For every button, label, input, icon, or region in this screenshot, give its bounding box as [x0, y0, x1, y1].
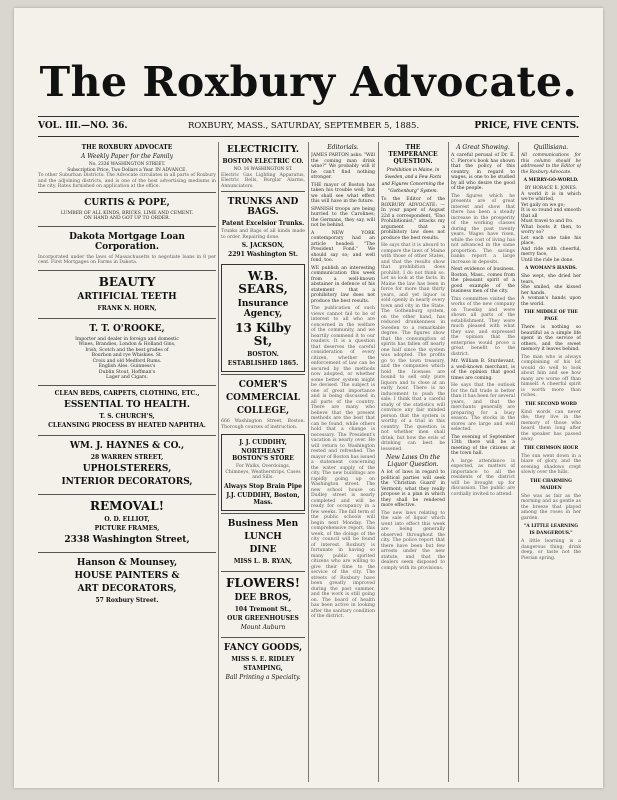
removal-title: REMOVAL!	[89, 498, 165, 513]
sears-established: ESTABLISHED 1865.	[227, 360, 299, 367]
orooke-line-3: Irish, Scotch and the best grades of	[85, 347, 169, 353]
new-laws-head: New Laws On the Liquor Question.	[385, 454, 441, 468]
dee-address: 104 Tremont St.,	[234, 605, 292, 613]
editorial-para-4: A NEW YORK contemporary had an article headed: "The President Fond." We should say so; and well fond, too.	[311, 230, 375, 263]
flowers-title: FLOWERS!	[226, 575, 300, 590]
elliot-address: 2338 Washington Street,	[64, 534, 190, 545]
curtis-line-1: LUMBER OF ALL KINDS, BRICKS, LIME AND CEMENT.	[60, 210, 194, 216]
dakota-ad: Dakota Mortgage Loan Corporation. Incorporated under the laws of Massachusetts to negotiate loans in 8 per cent. First Mortgages on Farms in Dakota.	[38, 226, 216, 268]
interior-title: INTERIOR DECORATORS,	[61, 476, 193, 487]
editorials-head: Editorials.	[327, 144, 359, 151]
elliot-ad	[38, 494, 216, 550]
section-second-word: THE SECOND WORD	[525, 401, 577, 407]
great-para-4: The evening of September 13th there will be a meeting of the citizens at the town hall.	[451, 434, 515, 456]
upholsterers-title: UPHOLSTERERS,	[82, 463, 172, 474]
orooke-line-7: Dublin Stout, Hoffman's	[98, 369, 156, 375]
haynes-address: 28 WARREN STREET,	[90, 453, 164, 461]
beauty-title: BEAUTY	[98, 274, 156, 289]
windows-title: Always Stop Brain Pipe	[224, 482, 302, 490]
dentist-name: FRANK N. HORN,	[97, 304, 157, 312]
stamping-title: STAMPING,	[243, 664, 283, 672]
poem-1-line-7: And ride with cheerful, merry face,	[521, 246, 581, 257]
patent-title: Patent Excelsior Trunks.	[221, 220, 305, 227]
sears-ad	[221, 264, 305, 372]
comer-name: COMER'S	[238, 380, 288, 390]
poem-1-line-1: A world it is in which we're whirled,	[521, 191, 581, 202]
column-divider-3	[378, 142, 379, 782]
paper-office: No. 2336 WASHINGTON STREET.	[88, 162, 166, 167]
column-divider-5	[518, 142, 519, 782]
section-middle: THE MIDDLE OF THE PAGE	[523, 310, 578, 322]
poem-1-title: A MERRY-GO-WORLD.	[523, 178, 579, 183]
column-4: THE TEMPERANCE QUESTION. Prohibition in Maine, in Sweden, and a Few Facts and Figures Concerning the "Gothenburg" System. To the Editor of the ROXBURY ADVOCATE: — In your paper of August 22d a correspondent, "Eno Prohibitionist," attacks my argument that a prohibitory law does not produce the best results. He says that it is absurd to compare the laws of Maine with those of other States, and that the results show that prohibition does prohibit. I do not think so. Let us look at the facts. In Maine the law has been in force for more than thirty years, and yet liquor is sold openly in nearly every town and city in the State. The Gothenburg system, on the other hand, has reduced drunkenness in Sweden to a remarkable degree. The figures show that the consumption of spirits has fallen off nearly one half since the system was adopted. The profits go to the town treasury, and the companies which hold the licenses are bound to sell only pure liquors and to close at an early hour. There is no inducement to push the sale. I think that a careful study of the statistics will convince any fair minded person that the system is worthy of a trial in this country. The question is not whether men shall drink, but how the evils of drinking can best be lessened. New Laws On the Liquor Question. A lot of laws in regard to political parties will seek the 'Christian Guard' in Vermont; what they really propose is a plan in which they shall be rendered more effective. The new laws relating to the sale of liquor which went into effect this week are being generally observed throughout the city. The police report that there have been but few arrests under the new statute, and that the dealers seem disposed to comply with its provisions.	[381, 144, 445, 571]
issue-price: PRICE, FIVE CENTS.	[474, 121, 579, 131]
quillisiana-note: All communications for this column should be addressed to the Editor of the Roxbury Advocate.	[521, 153, 581, 175]
orooke-line-2: Wines, Brandies, London & Holland Gins,	[78, 342, 176, 347]
poem-2-line-3: A woman's hands upon the world.	[521, 296, 581, 307]
hanson-ad	[38, 552, 216, 608]
editorial-para-2: THE mayor of Boston has taken his trouble well; but we shall see what effect this will have in the future.	[311, 182, 375, 204]
column-divider-1	[218, 142, 219, 782]
house-painters: HOUSE PAINTERS &	[74, 570, 180, 581]
comer-ad: COMER'S COMMERCIAL COLLEGE, 666 Washington Street, Boston. Thorough courses of instruction.	[221, 374, 305, 432]
orooke-ad	[38, 318, 216, 383]
ridley-name: MISS S. E. RIDLEY	[231, 655, 295, 663]
curtis-line-2: ON HAND AND GOT UP TO ORDER.	[83, 216, 171, 221]
electricity-title: ELECTRICITY.	[226, 145, 300, 155]
masthead-rule-top	[38, 116, 579, 117]
fancy-title: FANCY GOODS,	[223, 642, 303, 653]
editorial-para-1: JAMES PARTON asks: "Will the coming man drink wine?" We probably will if he can't find nothing stronger.	[311, 153, 375, 180]
dine-title: DINE	[249, 544, 277, 555]
cleansing-title: CLEANSING PROCESS BY HEATED NAPHTHA.	[48, 421, 206, 429]
poem-2-line-2: She smiled, she kissed her hands.	[521, 285, 581, 296]
paper-tagline: A Weekly Paper for the Family	[81, 153, 173, 160]
poem-1-line-4: Must travel to and fro.	[521, 219, 574, 224]
orooke-line-4: Bourbon and rye Whiskies. St.	[91, 353, 163, 358]
poem-2-line-1: She wept, she dried her tears,	[521, 274, 581, 285]
dee-name: DEE BROS,	[234, 592, 292, 603]
volume-number: VOL. III.—NO. 36.	[38, 121, 128, 131]
business-title: Business Men	[227, 518, 299, 529]
boston-electric-name: BOSTON ELECTRIC CO.	[222, 158, 304, 165]
column-1	[38, 142, 216, 782]
masthead-rule-bottom	[38, 136, 579, 137]
column-2: ELECTRICITY. BOSTON ELECTRIC CO. NO. 16 WASHINGTON ST. Electric Gas Lighting Apparatus, Electric Bells, Burglar Alarms, Annunciators. TRUNKS AND BAGS. Patent Excelsior Trunks. Trunks and Bags of all kinds made to order. Repairing done. S. JACKSON, 2291 Washington St. W.B. SEARS, Insurance Agency, 13 Kilby St, BOSTON. ESTABLISHED 1865. COMER'S COMMERCIAL COLLEGE, 666 Washington Street, Boston. Thorough courses of instruction. J. J. CUDDIHY, NORTHEAST BOSTON'S STORE For Walks, Overdoings, Chimneys, Weatherstrips, Cases and Sills. Always Stop Brain Pipe J.J. CUDDIHY, Boston, Mass. Business Men LUNCH DINE MISS L. B. RYAN, FLOWERS! DEE BROS, 104 Tremont St., OUR GREENHOUSES Mount Auburn FANCY GOODS, MISS S. E. RIDLEY STAMPING, Ball Printing a Specialty.	[221, 142, 305, 782]
mount-auburn: Mount Auburn	[240, 623, 286, 631]
masthead-title: The Roxbury Advocate.	[39, 58, 578, 106]
elliot-name: O. D. ELLIOT,	[104, 515, 150, 523]
poem-1-line-3: It is so round and smooth that all	[521, 208, 581, 219]
jackson-address: 2291 Washington St.	[228, 251, 298, 258]
sears-name: W.B. SEARS,	[238, 269, 288, 296]
art-decorators: ART DECORATORS,	[77, 583, 177, 594]
church-name: T. S. CHURCH'S,	[99, 412, 155, 420]
quillisiana-head: Quillisiana.	[533, 144, 569, 151]
lunch-title: LUNCH	[244, 531, 282, 542]
column-6: Quillisiana. All communications for this column should be addressed to the Editor of the Roxbury Advocate. A MERRY-GO-WORLD. BY HORACE E. JONES. A world it is in which we're whirled, Yet gaily on we go; It is so round and smooth that all Must travel to and fro. What boots it then, to worry so? Let each one take his place, And ride with cheerful, merry face, Until the ride be done. A WOMAN'S HANDS. She wept, she dried her tears, She smiled, she kissed her hands. A woman's hands upon the world. THE MIDDLE OF THE PAGE There is nothing so beautiful as a simple life spent in the service of others, and the sweet memory it leaves behind. The man who is always complaining of his lot would do well to look about him and see how many are worse off than himself. A cheerful spirit is worth more than riches. THE SECOND WORD Kind words can never die; they live in the memory of those who heard them long after the speaker has passed away. THE CRIMSON HOUR The sun went down in a blaze of glory, and the evening shadows crept slowly over the hills. THE CHARMING MAIDEN She was as fair as the morning and as gentle as the breeze that played among the roses in her garden. "A LITTLE LEARNING IS DANGEROUS." A little learning is a dangerous thing; drink deep, or taste not the Pierian spring.	[521, 144, 581, 561]
beauty-ad	[38, 270, 216, 316]
temperance-subhead: Prohibition in Maine, in Sweden, and a Few Facts and Figures Concerning the "Gothenburg" System.	[381, 168, 445, 194]
orooke-line-5: Croix and old Medford Rums.	[92, 358, 162, 364]
poem-1-line-8: Until the ride be done.	[521, 257, 574, 263]
trunks-title: TRUNKS AND BAGS.	[227, 197, 299, 217]
comer-commercial: COMMERCIAL	[226, 393, 300, 403]
haynes-name: WM. J. HAYNES & CO.,	[69, 440, 185, 451]
sears-insurance: Insurance Agency,	[237, 299, 289, 319]
frames-title: PICTURE FRAMES,	[94, 524, 160, 532]
comer-college: COLLEGE,	[236, 406, 290, 416]
orooke-line-8: Lager and Cigars.	[106, 375, 148, 380]
new-laws-para: A lot of laws in regard to political parties will seek the 'Christian Guard' in Vermont; what they really propose is a plan in which they shall be rendered more effective.	[381, 470, 445, 508]
orooke-name: T. T. O'ROOKE,	[89, 323, 165, 334]
great-showing-head: A Great Showing.	[456, 144, 510, 151]
column-divider-4	[448, 142, 449, 782]
temperance-para-1: To the Editor of the ROXBURY ADVOCATE: — In your paper of August 22d a correspondent, "Eno Prohibitionist," attacks my argument that a prohibitory law does not produce the best results.	[381, 197, 445, 241]
church-ad	[38, 385, 216, 433]
business-ad	[221, 513, 305, 569]
trunks-ad: TRUNKS AND BAGS. Patent Excelsior Trunks. Trunks and Bags of all kinds made to order. Repairing done. S. JACKSON, 2291 Washington St.	[221, 191, 305, 262]
column-3: Editorials. JAMES PARTON asks: "Will the coming man drink wine?" We probably will if he can't find nothing stronger. THE mayor of Boston has taken his trouble well; but we shall see what effect this will have in the future. SPANISH troops are being hurried to the Carolines; the Germans, they say, will not be behind. A NEW YORK contemporary had an article headed: "The President Fond." We should say so; and well fond, too. WE publish an interesting communication this week from a well-known abstainer in defence of his statement that a prohibitory law does not produce the best results. The publication of such views cannot fail to be of interest to all who are concerned in the welfare of the community, and we heartily commend it to our readers. It is a question that deserves the careful consideration of every citizen, whether the enforcement of law can be secured by the methods now adopted, or whether some better system might be devised. The subject is one of great importance and is being discussed in all parts of the country. There are many who believe that the present methods are the best that can be found, while others hold that a change is necessary. The President's vacation is nearly over. He will return to Washington rested and refreshed. The mayor of Boston has issued a statement concerning the water supply of the city. The new buildings are rapidly going up on Washington street. The new school house on Dudley street is nearly completed and will be ready for occupancy in a few weeks. The fall term of the public schools will begin next Monday. The comprehensive report, this week, of the doings of the city council will be found of interest. Roxbury is fortunate in having so many public spirited citizens who are willing to give their time to the service of the city. The streets of Roxbury have been greatly improved during the past summer, and the work is still going on. The board of health has been active in looking after the sanitary condition of the district.	[311, 144, 375, 619]
closing-quote: "A LITTLE LEARNING IS DANGEROUS."	[523, 524, 579, 536]
column-divider-2	[308, 142, 309, 782]
teeth-title: ARTIFICIAL TEETH	[77, 291, 177, 302]
orooke-line-1: Importer and dealer in foreign and domestic	[75, 336, 179, 342]
ryan-name: MISS L. B. RYAN,	[233, 557, 293, 565]
issue-date: ROXBURY, MASS., SATURDAY, SEPTEMBER 5, 1885.	[188, 121, 420, 131]
haynes-ad	[38, 435, 216, 492]
poem-1-line-6: Let each one take his place,	[521, 235, 581, 246]
flowers-ad	[221, 571, 305, 635]
hanson-name: Hanson & Mounsey,	[76, 557, 178, 568]
section-middle-text: There is nothing so beautiful as a simple life spent in the service of others, and the sweet memory it leaves behind.	[521, 325, 581, 352]
northeast-title: NORTHEAST BOSTON'S STORE	[232, 448, 294, 462]
orooke-line-6: English Ales. Guinness's	[98, 364, 156, 369]
dateline	[38, 121, 579, 135]
dakota-name: Dakota Mortgage Loan Corporation.	[69, 231, 185, 252]
paper-name: THE ROXBURY ADVOCATE	[81, 144, 173, 151]
poem-1-line-2: Yet gaily on we go;	[521, 202, 565, 208]
great-para-1: A careful perusal of Dr. E. C. Pierce's book has shown that the policy of this country, in regard to wages, is one to be studied by all who desire the good of the people.	[451, 153, 515, 191]
carpets-title: CLEAN BEDS, CARPETS, CLOTHING, ETC.,	[54, 389, 200, 397]
fancy-ad	[221, 637, 305, 685]
cuddihy-address: J.J. CUDDIHY, Boston, Mass.	[226, 491, 300, 506]
poem-2-title: A WOMAN'S HANDS.	[525, 266, 577, 271]
boston-electric-address: NO. 16 WASHINGTON ST.	[233, 167, 293, 172]
essential-title: ESSENTIAL TO HEALTH.	[63, 399, 191, 410]
greenhouses-title: OUR GREENHOUSES	[227, 614, 299, 622]
poem-1-author: BY HORACE E. JONES.	[525, 186, 577, 191]
section-crimson-hour: THE CRIMSON HOUR	[523, 445, 579, 451]
column-5: A Great Showing. A careful perusal of Dr. E. C. Pierce's book has shown that the policy of this country, in regard to wages, is one to be studied by all who desire the good of the people. The figures which he presents are of great interest and show that there has been a steady increase in the prosperity of the working classes during the past twenty years. Wages have risen, while the cost of living has not advanced in the same proportion. The savings banks report a large increase in deposits. Next evidence of business, Boston, Mass., comes from the pleasant spirit of a good example of the business men of the city. This committee visited the works of the new company on Tuesday and were shown all parts of the establishment. They were much pleased with what they saw, and expressed the opinion that the enterprise would prove a great benefit to the district. Mr. William B. Sturdevant, a well-known merchant, is of the opinion that good times are coming. He says that the outlook for the fall trade is better than it has been for several years, and that the merchants generally are preparing for a busy season. The stocks in the stores are large and well selected. The evening of September 13th there will be a meeting of the citizens at the town hall. A large attendance is expected, as matters of importance to all the residents of the district will be brought up for discussion. The public are cordially invited to attend.	[451, 144, 515, 497]
sears-address: 13 Kilby St,	[235, 321, 291, 348]
section-charming-maiden: THE CHARMING MAIDEN	[530, 478, 572, 491]
newspaper-page	[14, 8, 603, 788]
editorial-para-3: SPANISH troops are being hurried to the Carolines; the Germans, they say, will not be behind.	[311, 206, 375, 228]
cuddihy-name: J. J. CUDDIHY,	[239, 439, 287, 446]
paper-terms: Subscription Price, Two Dollars a Year. IN ADVANCE.	[67, 167, 187, 173]
sears-city: BOSTON.	[247, 351, 279, 358]
jackson-name: S. JACKSON,	[241, 242, 285, 249]
printing-title: Ball Printing a Specialty.	[225, 673, 301, 681]
curtis-name: CURTIS & POPE,	[84, 197, 170, 208]
great-para-2: Next evidence of business, Boston, Mass., comes from the pleasant spirit of a good example of the business men of the city.	[451, 267, 515, 294]
cuddihy-ad: J. J. CUDDIHY, NORTHEAST BOSTON'S STORE For Walks, Overdoings, Chimneys, Weatherstrips, Cases and Sills. Always Stop Brain Pipe J.J. CUDDIHY, Boston, Mass.	[221, 434, 305, 511]
hanson-address: 57 Roxbury Street.	[95, 596, 159, 604]
temperance-head: THE TEMPERANCE QUESTION.	[388, 144, 438, 165]
editorial-para-5: WE publish an interesting communication this week from a well-known abstainer in defence of his statement that a prohibitory law does not produce the best results.	[311, 265, 375, 304]
great-para-3: Mr. William B. Sturdevant, a well-known merchant, is of the opinion that good times are coming.	[451, 359, 515, 381]
paper-notice: To other Suburban Districts: The Advocate circulates in all parts of Roxbury and the adjoining districts, and is one of the best advertising mediums in the city. Rates furnished on application at the office.	[38, 173, 216, 189]
poem-1-line-5: What boots it then, to worry so?	[521, 224, 581, 235]
curtis-ad	[38, 192, 216, 224]
